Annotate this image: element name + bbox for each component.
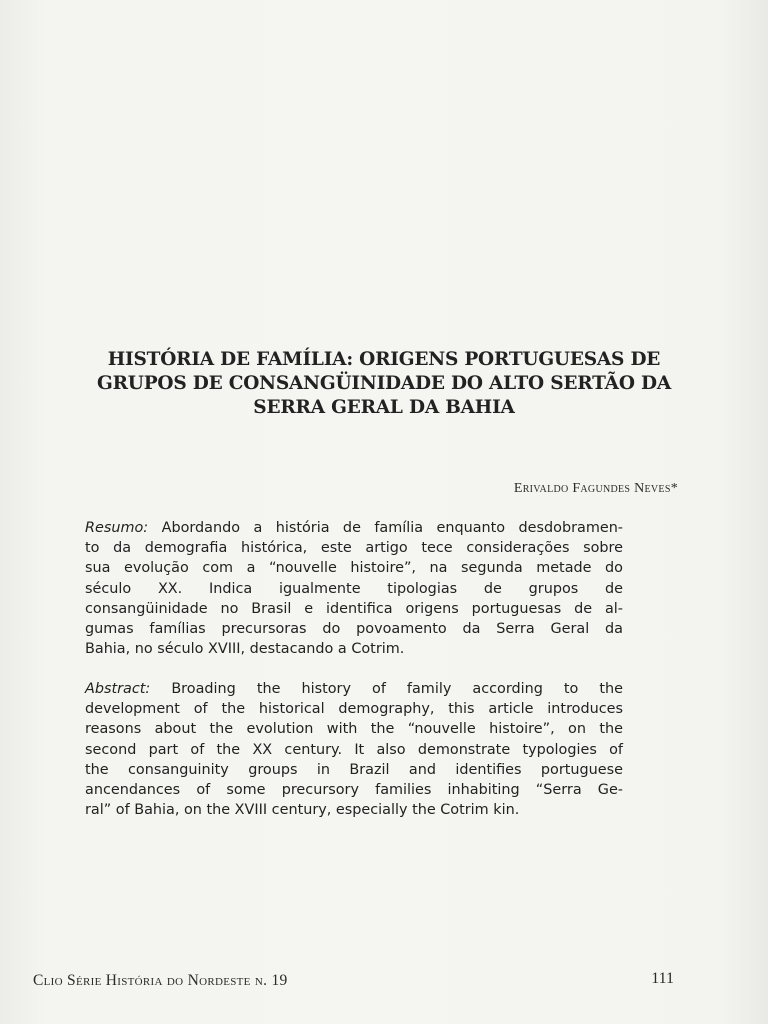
abstract-line: the consanguinity groups in Brazil and identifies portuguese (85, 761, 623, 778)
resumo-line: século XX. Indica igualmente tipologias de grupos de (85, 580, 623, 597)
abstract-paragraph (85, 679, 623, 820)
journal-name: Clio Série História do Nordeste n. 19 (33, 972, 288, 989)
author-name (514, 481, 678, 497)
abstract-line: ral” of Bahia, on the XVIII century, especially the Cotrim kin. (85, 802, 520, 819)
title-line: HISTÓRIA DE FAMÍLIA: ORIGENS PORTUGUESAS DE (107, 349, 661, 370)
resumo-line (85, 518, 623, 538)
abstract-line: development of the historical demography, this article introduces (85, 701, 623, 718)
abstract-line: ancendances of some precursory families inhabiting “Serra Ge- (85, 782, 623, 799)
abstract-label: Abstract: (85, 681, 151, 697)
title-line: SERRA GERAL DA BAHIA (253, 397, 515, 418)
title-line: GRUPOS DE CONSANGÜINIDADE DO ALTO SERTÃO DA (97, 373, 671, 394)
abstract-line (85, 679, 623, 699)
abstract-line: reasons about the evolution with the “nouvelle histoire”, on the (85, 721, 623, 738)
page-number: 111 (651, 970, 674, 987)
abstract-line: second part of the XX century. It also demonstrate typologies of (85, 741, 623, 758)
resumo-line: Bahia, no século XVIII, destacando a Cotrim. (85, 641, 405, 658)
resumo-label: Resumo: (85, 520, 149, 536)
abstract-line-text: Broading the history of family according to the (171, 681, 624, 697)
resumo-line: consangüinidade no Brasil e identifica origens portuguesas de al- (85, 600, 623, 617)
author-name-text: Erivaldo Fagundes Neves* (513, 481, 678, 496)
resumo-line: sua evolução com a “nouvelle histoire”, na segunda metade do (85, 560, 623, 577)
journal-footer (33, 972, 288, 990)
resumo-line: gumas famílias precursoras do povoamento da Serra Geral da (85, 621, 623, 638)
article-title (40, 348, 728, 420)
resumo-line-text: Abordando a história de família enquanto desdobramen- (161, 520, 624, 536)
resumo-paragraph (85, 518, 623, 659)
resumo-line: to da demografia histórica, este artigo tece considerações sobre (85, 540, 623, 557)
